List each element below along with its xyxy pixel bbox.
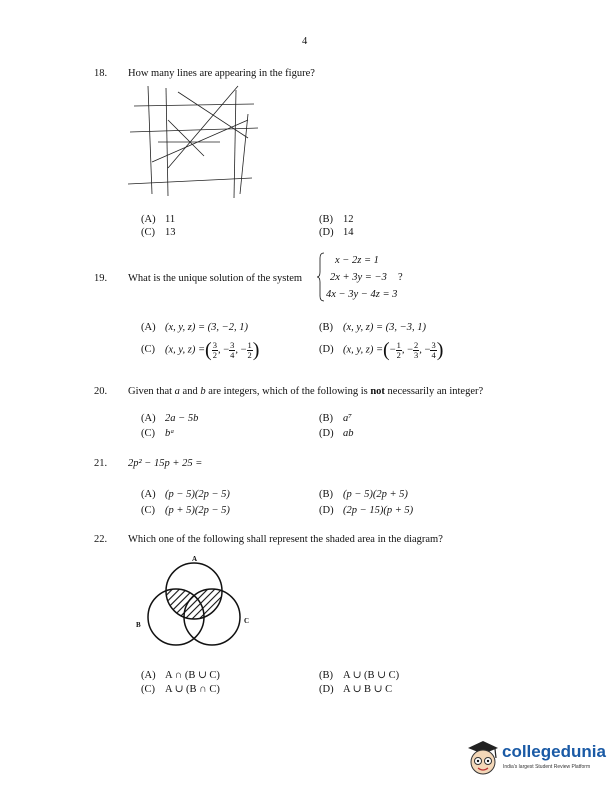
- option-label: (B): [319, 670, 333, 681]
- q20-option-d[interactable]: [319, 428, 354, 439]
- q21-option-b[interactable]: [319, 489, 408, 500]
- option-label: (C): [141, 227, 155, 238]
- option-label: (B): [319, 413, 333, 424]
- option-value: 13: [165, 227, 176, 238]
- option-label: (C): [141, 684, 155, 695]
- q21-option-c[interactable]: [141, 505, 230, 516]
- option-value: (p − 5)(2p − 5): [165, 489, 230, 500]
- lines-figure: [124, 84, 260, 200]
- option-value: 2a − 5b: [165, 413, 199, 424]
- left-paren: (: [383, 339, 390, 361]
- option-value: A ∪ B ∪ C: [343, 684, 393, 695]
- venn-diagram: [128, 555, 260, 655]
- option-label: (B): [319, 214, 333, 225]
- q21-option-d[interactable]: [319, 505, 413, 516]
- option-label: (C): [141, 428, 155, 439]
- system-equation-1: x − 2z = 1: [335, 255, 379, 266]
- option-value: (x, y, z) = (3, −2, 1): [165, 322, 248, 333]
- system-brace: [317, 252, 325, 302]
- option-label: (C): [141, 344, 155, 356]
- system-equation-2: 2x + 3y = −3: [330, 272, 387, 283]
- option-value: 11: [165, 214, 176, 225]
- figure-line: [128, 178, 252, 184]
- option-label: (D): [319, 428, 334, 439]
- option-value: ab: [343, 428, 354, 439]
- q19-option-d[interactable]: (D) (x, y, z) =(− $\frac{1}{2}$ , − $\frac{2}{3}$ , − $\frac{3}{4}$ ): [319, 339, 444, 361]
- fraction: $\frac{3}{2}$: [212, 339, 217, 360]
- figure-line: [240, 114, 248, 194]
- option-label: (A): [141, 413, 156, 424]
- brand-tagline: India's largest Student Review Platform: [503, 764, 591, 770]
- option-value: bᵃ: [165, 428, 175, 439]
- option-value: 14: [343, 227, 354, 238]
- option-lhs: (x, y, z) =: [343, 344, 384, 356]
- q20-option-c[interactable]: [141, 428, 174, 439]
- q20-option-a[interactable]: [141, 413, 198, 424]
- q18-option-d[interactable]: [319, 227, 354, 238]
- q18-text: How many lines are appearing in the figure?: [128, 68, 315, 79]
- option-label: (D): [319, 227, 334, 238]
- system-equation-3: 4x − 3y − 4z = 3: [326, 289, 398, 300]
- option-value: A ∪ (B ∪ C): [343, 670, 400, 681]
- right-paren: ): [436, 339, 444, 361]
- emphasis-not: not: [370, 386, 385, 397]
- fraction: $\frac{1}{2}$: [247, 339, 252, 360]
- figure-line: [168, 120, 204, 156]
- option-value: A ∪ (B ∩ C): [165, 684, 220, 695]
- shaded-region: [148, 589, 240, 645]
- q18-option-c[interactable]: [141, 227, 176, 238]
- brand-name: collegedunia: [502, 742, 606, 761]
- q18-option-b[interactable]: [319, 214, 354, 225]
- q21-expression: 2p² − 15p + 25 =: [128, 458, 203, 469]
- collegedunia-logo[interactable]: [466, 736, 606, 782]
- q19-option-c[interactable]: (C) (x, y, z) =( $\frac{3}{2}$ , − $\frac{3}{4}$ , − $\frac{1}{2}$ ): [141, 339, 260, 361]
- option-value: 12: [343, 214, 354, 225]
- figure-line: [234, 90, 236, 198]
- option-value: A ∩ (B ∪ C): [165, 670, 220, 681]
- set-c-label: C: [244, 617, 250, 625]
- option-value: a⁷: [343, 413, 352, 424]
- right-paren: ): [252, 339, 260, 361]
- q22-number: 22.: [94, 534, 108, 545]
- fraction: $\frac{2}{3}$: [414, 339, 419, 360]
- option-value: (p + 5)(2p − 5): [165, 505, 230, 516]
- q18-option-a[interactable]: [141, 214, 175, 225]
- q19-option-b[interactable]: [319, 322, 426, 333]
- page-number: 4: [302, 36, 308, 47]
- option-lhs: (x, y, z) =: [165, 344, 206, 356]
- figure-line: [168, 86, 238, 168]
- option-label: (D): [319, 684, 334, 695]
- q18-number: 18.: [94, 68, 108, 79]
- q22-option-a[interactable]: [141, 669, 220, 681]
- option-value: (2p − 15)(p + 5): [343, 505, 414, 516]
- left-paren: (: [205, 339, 212, 361]
- set-b-label: B: [136, 621, 141, 629]
- q20-number: 20.: [94, 386, 108, 397]
- option-label: (D): [319, 344, 334, 356]
- option-label: (D): [319, 505, 334, 516]
- fraction: $\frac{3}{4}$: [230, 339, 235, 360]
- q19-text: What is the unique solution of the system: [128, 273, 303, 284]
- option-value: (p − 5)(2p + 5): [343, 489, 408, 500]
- option-label: (C): [141, 505, 155, 516]
- q22-option-b[interactable]: [319, 669, 399, 681]
- set-a-label: A: [192, 555, 198, 563]
- q22-option-d[interactable]: [319, 683, 392, 695]
- q20-text: Given that a and b are integers, which of the following is not necessarily an integer?: [128, 386, 484, 397]
- q19-option-a[interactable]: [141, 322, 248, 333]
- option-label: (A): [141, 489, 156, 500]
- q20-option-b[interactable]: [319, 413, 352, 424]
- q21-option-a[interactable]: [141, 489, 230, 500]
- q21-number: 21.: [94, 458, 108, 469]
- option-label: (A): [141, 322, 156, 333]
- fraction: $\frac{3}{4}$: [431, 339, 436, 360]
- q19-number: 19.: [94, 273, 108, 284]
- mascot-icon: [466, 738, 500, 780]
- option-label: (A): [141, 214, 156, 225]
- q22-option-c[interactable]: [141, 683, 220, 695]
- option-value: (x, y, z) = (3, −3, 1): [343, 322, 426, 333]
- figure-line: [148, 86, 152, 194]
- option-label: (B): [319, 322, 333, 333]
- q22-text: Which one of the following shall represent the shaded area in the diagram?: [128, 534, 443, 545]
- fraction: $\frac{1}{2}$: [396, 339, 401, 360]
- option-label: (B): [319, 489, 333, 500]
- option-label: (A): [141, 670, 156, 681]
- system-question-mark: ?: [398, 272, 403, 283]
